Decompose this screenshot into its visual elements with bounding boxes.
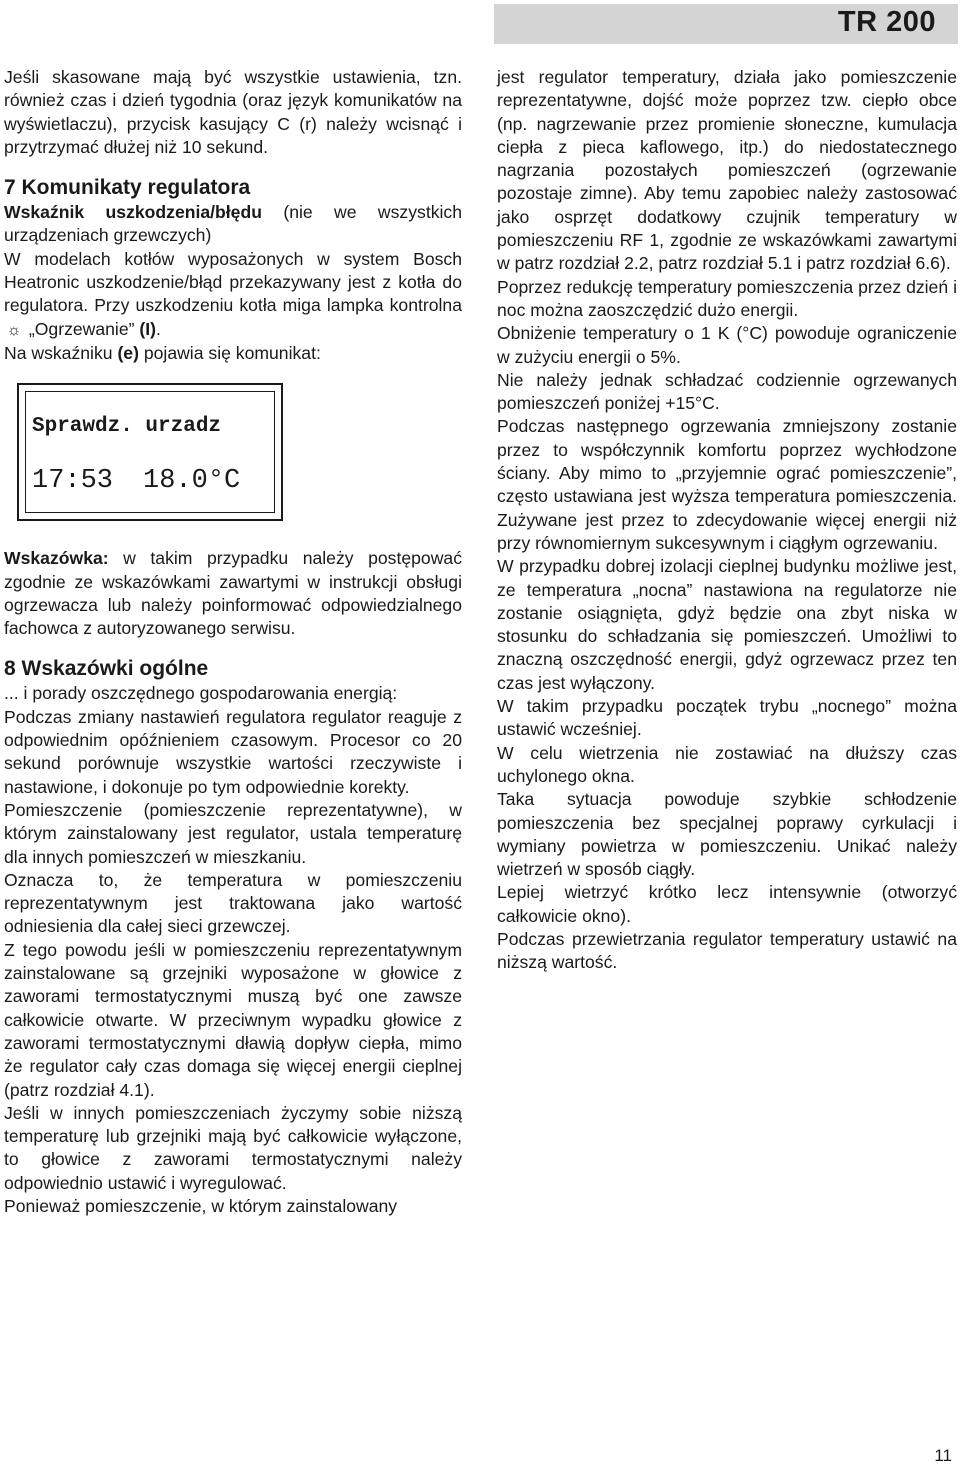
lcd-display: [17, 383, 283, 521]
header-bar: [494, 4, 958, 44]
indicator-paragraph: [4, 201, 462, 248]
page-number: 11: [934, 1446, 952, 1465]
lcd-temperature: 18.0°C: [143, 466, 241, 497]
lcd-time: 17:53: [32, 466, 114, 497]
lcd-inner-frame: [25, 391, 275, 513]
lcd-message: Sprawdz. urzadz: [32, 415, 222, 439]
lcd-status-line: [32, 466, 241, 497]
left-paragraph: Jeśli w innych pomieszczeniach życzymy sobie niższą temperaturę lub grzejniki mają być całkowicie wyłączone, to głowice z zaworami termostatycznymi należy odpowiednio ustawić i wyregulować.: [4, 1102, 462, 1193]
right-paragraph: Lepiej wietrzyć krótko lecz intensywnie (otworzyć całkowicie okno).: [497, 882, 957, 926]
hint-rest: w takim przypadku należy postępować zgodnie ze wskazówkami zawartymi w instrukcji obsługi ogrzewacza lub należy poinformować odpowiedzialnego fachowca z autoryzowanego serwisu.: [4, 548, 462, 639]
right-paragraph: Podczas następnego ogrzewania zmniejszony zostanie przez to współczynnik komfortu poprzez wychłodzone ściany. Aby mimo to „przyjemnie ograć pomieszczenie”, często ustawiana jest wyższa temperatura pomieszczenia. Zużywane jest przez to zdecydowanie więcej energii niż przy równomiernym sukcesywnym i ciągłym ogrzewaniu.: [497, 416, 957, 553]
section-8-subtitle: ... i porady oszczędnego gospodarowania energią:: [4, 683, 398, 704]
right-paragraph: Podczas przewietrzania regulator temperatury ustawić na niższą wartość.: [497, 928, 957, 973]
left-paragraph: Oznacza to, że temperatura w pomieszczeniu reprezentatywnym jest traktowana jako wartość odniesienia dla całej sieci grzewczej.: [4, 869, 462, 937]
left-column: [4, 66, 462, 1218]
right-paragraph: Poprzez redukcję temperatury pomieszczenia przez dzień i noc można zaoszczędzić dużo energii.: [497, 276, 957, 320]
intro-paragraph: Jeśli skasowane mają być wszystkie ustawienia, tzn. również czas i dzień tygodnia (oraz język komunikatów na wyświetlaczu), przycisk kasujący C (r) należy wcisnąć i przytrzymać dłużej niż 10 sekund.: [4, 67, 462, 157]
left-paragraph: Podczas zmiany nastawień regulatora regulator reaguje z odpowiednim opóźnieniem czasowym. Procesor co 20 sekund porównuje wszystkie wartości rzeczywiste i nastawione, i dokonuje po tym odpowiednie korekty.: [4, 706, 462, 797]
right-paragraph: W przypadku dobrej izolacji cieplnej budynku możliwe jest, ze temperatura „nocna” nastawiona na regulatorze nie zostanie osiągnięta, gdyż będzie ona zbyt niska w stosunku do schładzania się pomieszczeń. Umożliwi to znaczną oszczędność energii, gdyż ogrzewacz przez ten czas jest wyłączony.: [497, 556, 957, 693]
bosch-paragraph: W modelach kotłów wyposażonych w system Bosch Heatronic uszkodzenie/błąd przekazywany jest z kotła do regulatora. Przy uszkodzeniu kotła miga lampka kontrolna ☼ „Ogrzewanie” (I).: [4, 248, 462, 342]
document-title: TR 200: [837, 6, 936, 38]
message-intro-b: pojawia się komunikat:: [138, 342, 321, 363]
hint-paragraph: [4, 547, 462, 640]
message-intro: [4, 342, 462, 365]
left-paragraph: Pomieszczenie (pomieszczenie reprezentatywne), w którym zainstalowany jest regulator, ustala temperaturę dla innych pomieszczeń w mieszkaniu.: [4, 799, 462, 867]
right-paragraph: Nie należy jednak schładzać codziennie ogrzewanych pomieszczeń poniżej +15°C.: [497, 369, 957, 414]
left-paragraph: Ponieważ pomieszczenie, w którym zainstalowany: [4, 1195, 398, 1216]
message-intro-key: (e): [117, 342, 139, 363]
left-paragraph: Z tego powodu jeśli w pomieszczeniu reprezentatywnym zainstalowane są grzejniki wyposażone w głowice z zaworami termostatycznymi muszą być one zawsze całkowicie otwarte. W przeciwnym wypadku głowice z zaworami termostatycznymi dławią dopływ ciepła, mimo że regulator cały czas domaga się więcej energii cieplnej (patrz rozdział 4.1).: [4, 939, 462, 1100]
section-7-heading: 7 Komunikaty regulatora: [4, 176, 251, 200]
hint-bold: Wskazówka:: [4, 548, 109, 569]
right-paragraph: jest regulator temperatury, działa jako pomieszczenie reprezentatywne, dojść może poprzez tzw. ciepło obce (np. nagrzewanie przez promienie słoneczne, kumulacja ciepła z pieca kaflowego, itp.) do niedostatecznego nagrzania pozostałych pomieszczeń (ogrzewanie pozostaje zimne). Aby temu zapobiec należy zastosować jako osprzęt dodatkowy czujnik temperatury w pomieszczeniu RF 1, zgodnie ze wskazówkami zawartymi w patrz rozdział 2.2, patrz rozdział 5.1 i patrz rozdział 6.6).: [497, 67, 957, 274]
indicator-rest: (nie we wszystkich urządzeniach grzewczych): [4, 202, 462, 246]
section-8-heading: 8 Wskazówki ogólne: [4, 657, 209, 681]
bosch-text: W modelach kotłów wyposażonych w system Bosch Heatronic uszkodzenie/błąd przekazywany jest z kotła do regulatora. Przy uszkodzeniu kotła miga lampka kontrolna: [4, 248, 462, 316]
right-paragraph: W celu wietrzenia nie zostawiać na dłuższy czas uchylonego okna.: [497, 742, 957, 786]
lamp-key: (I): [139, 318, 156, 339]
right-paragraph: Obniżenie temperatury o 1 K (°C) powoduje ograniczenie w zużyciu energii o 5%.: [497, 323, 957, 367]
right-paragraph: Taka sytuacja powoduje szybkie schłodzenie pomieszczenia bez specjalnej poprawy cyrkulacji i wymiany powietrza w pomieszczeniu. Unikać należy wietrzeń w sposób ciągły.: [497, 789, 957, 880]
sun-lamp-icon: ☼: [6, 321, 22, 339]
message-intro-a: Na wskaźniku: [4, 342, 118, 363]
lamp-label: „Ogrzewanie”: [24, 318, 140, 339]
right-paragraph: W takim przypadku początek trybu „nocnego” można ustawić wcześniej.: [497, 696, 957, 740]
right-column: [497, 66, 957, 975]
indicator-bold: Wskaźnik uszkodzenia/błędu: [4, 202, 262, 223]
